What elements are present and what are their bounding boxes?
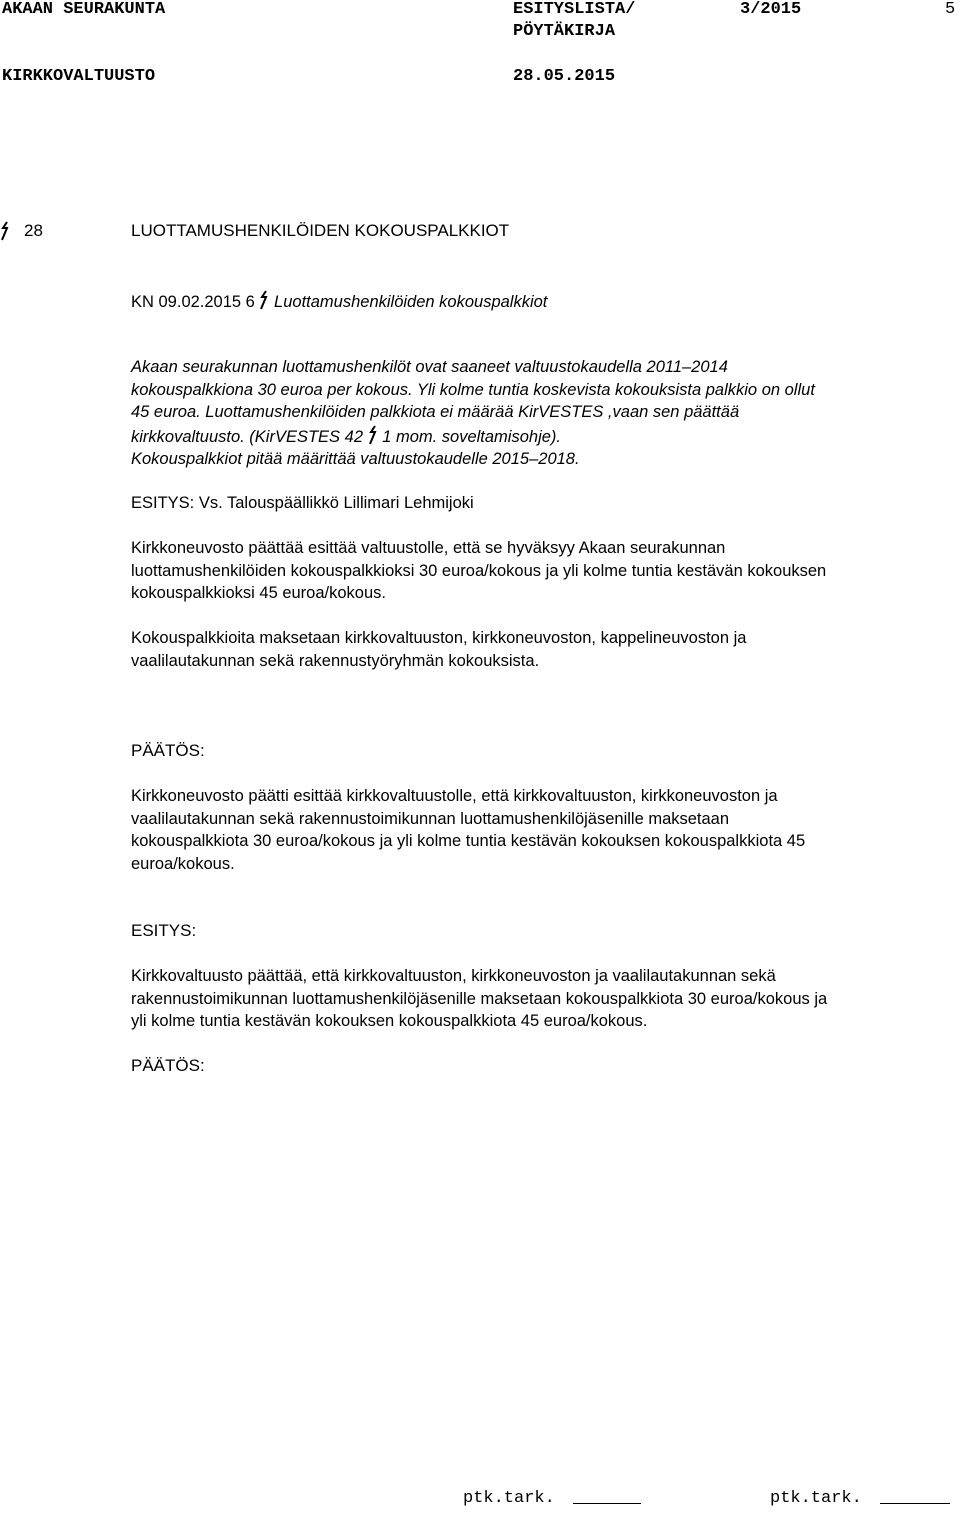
proposal1-label: ESITYS: Vs. Talouspäällikkö Lillimari Lehmijoki	[131, 494, 474, 512]
reference-title: Luottamushenkilöiden kokouspalkkiot	[274, 293, 548, 311]
proposal2-label: ESITYS:	[131, 921, 197, 940]
minutes-checker-1: ptk.tark.	[463, 1489, 641, 1508]
proposal1-para2: Kokouspalkkioita maksetaan kirkkovaltuuston, kirkkoneuvoston, kappelineuvoston ja vaalilautakunnan sekä rakennustyöryhmän kokouksista.	[131, 629, 747, 670]
header-doc-type-1: ESITYSLISTA/	[513, 0, 636, 19]
item-title: LUOTTAMUSHENKILÖIDEN KOKOUSPALKKIOT	[131, 221, 510, 240]
signature-line	[573, 1503, 641, 1504]
section-sign-icon	[368, 424, 378, 446]
minutes-checker-2: ptk.tark.	[770, 1489, 950, 1508]
header-date: 28.05.2015	[513, 67, 616, 86]
section-sign-icon	[0, 220, 10, 242]
section-sign	[0, 220, 10, 243]
decision1-label: PÄÄTÖS:	[131, 741, 205, 760]
decision1-paragraph: Kirkkoneuvosto päätti esittää kirkkovaltuustolle, että kirkkovaltuuston, kirkkoneuvoston ja vaalilautakunnan sekä rakennustoimikunnan luottamushenkilöjäsenille maksetaan kokouspalkkiota 30 euroa/kokous ja yli kolme tuntia kestävän kokouksen kokouspalkkiota 45 euroa/kokous.	[131, 787, 806, 873]
section-sign-icon	[259, 289, 269, 311]
background-line: kirkkovaltuusto. (KirVESTES 42 1 mom. soveltamisohje).	[131, 424, 815, 449]
background-line: 45 euroa. Luottamushenkilöiden palkkiota ei määrää KirVESTES ,vaan sen päättää	[131, 403, 740, 421]
item-number: 28	[24, 221, 43, 240]
proposal1-para1: Kirkkoneuvosto päättää esittää valtuustolle, että se hyväksyy Akaan seurakunnan luottamushenkilöiden kokouspalkkioksi 30 euroa/kokous ja yli kolme tuntia kestävän kokouksen kokouspalkkioksi 45 euroa/kokous.	[131, 539, 827, 602]
signature-line	[880, 1503, 950, 1504]
background-paragraph	[131, 356, 815, 471]
header-doc-type-2: PÖYTÄKIRJA	[513, 22, 616, 41]
header-body: KIRKKOVALTUUSTO	[2, 67, 156, 86]
proposal2-paragraph: Kirkkovaltuusto päättää, että kirkkovaltuuston, kirkkoneuvoston ja vaalilautakunnan sekä rakennustoimikunnan luottamushenkilöjäsenille maksetaan kokouspalkkiota 30 euroa/kokous ja yli kolme tuntia kestävän kokouksen kokouspalkkiota 45 euroa/kokous.	[131, 967, 828, 1030]
header-number: 3/2015	[740, 0, 802, 19]
header-org: AKAAN SEURAKUNTA	[2, 0, 166, 19]
background-line: Kokouspalkkiot pitää määrittää valtuustokaudelle 2015–2018.	[131, 450, 580, 468]
reference-meeting: KN 09.02.2015 6	[131, 293, 255, 311]
reference-line	[131, 289, 547, 314]
background-line: Akaan seurakunnan luottamushenkilöt ovat saaneet valtuustokaudella 2011–2014	[131, 358, 728, 376]
page-number: 5	[945, 0, 956, 19]
decision2-label: PÄÄTÖS:	[131, 1056, 205, 1075]
background-line: kokouspalkkiona 30 euroa per kokous. Yli kolme tuntia koskevista kokouksista palkkio on ollut	[131, 380, 815, 399]
